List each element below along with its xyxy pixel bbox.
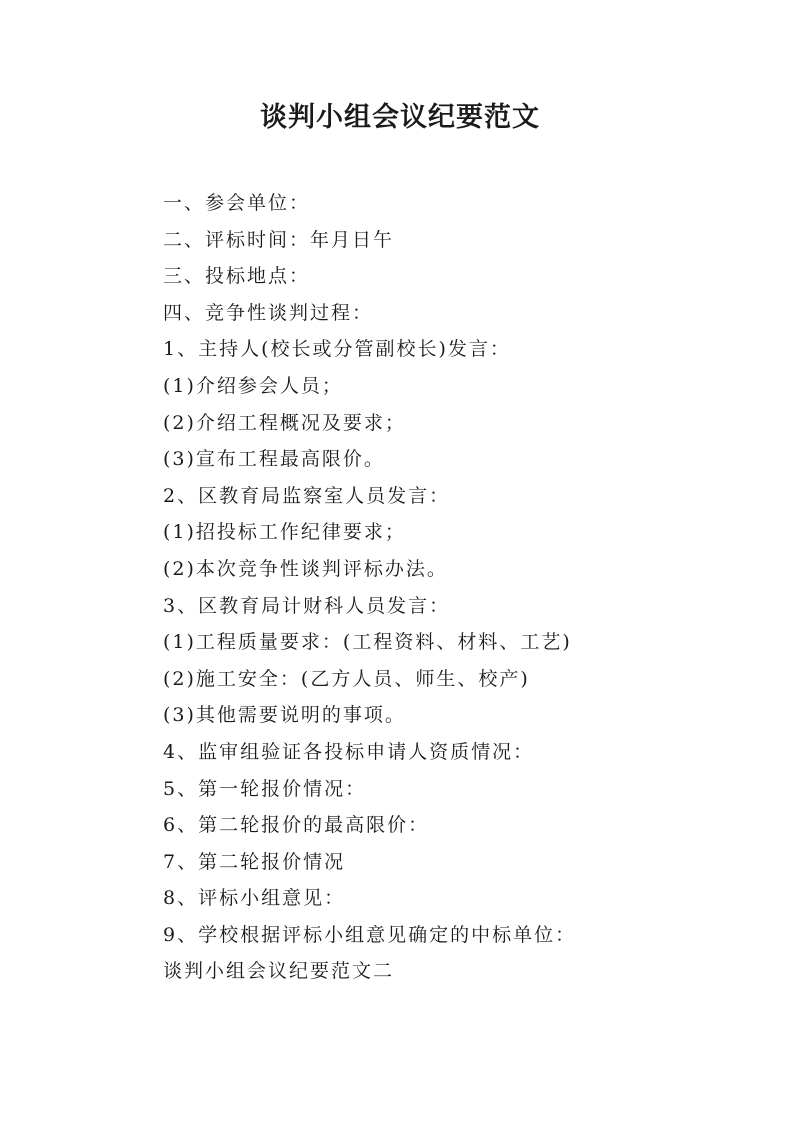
document-body [163,185,763,990]
body-line: 5、第一轮报价情况： [163,777,367,800]
body-line: (2)本次竞争性谈判评标办法。 [163,557,448,580]
body-line: 8、评标小组意见： [163,887,346,910]
body-line: 谈判小组会议纪要范文二 [163,960,395,983]
document-title: 谈判小组会议纪要范文 [260,102,540,133]
body-line: 7、第二轮报价情况 [163,850,346,873]
body-line: (3)宣布工程最高限价。 [163,448,385,471]
body-line: 4、监审组验证各投标申请人资质情况： [163,740,535,763]
body-line: 二、评标时间：年月日午 [163,228,395,251]
body-line: (1)招投标工作纪律要求； [163,521,406,544]
body-line: 9、学校根据评标小组意见确定的中标单位： [163,923,577,946]
body-line: (1)工程质量要求：(工程资料、材料、工艺) [163,631,572,654]
body-line: (2)介绍工程概况及要求； [163,411,406,434]
body-line: 三、投标地点： [163,265,311,288]
body-line: (2)施工安全：(乙方人员、师生、校产) [163,667,530,690]
body-line: 1、主持人(校长或分管副校长)发言： [163,338,511,361]
body-line: 6、第二轮报价的最高限价： [163,814,430,837]
body-line: 3、区教育局计财科人员发言： [163,594,451,617]
body-line: (1)介绍参会人员； [163,374,343,397]
body-line: (3)其他需要说明的事项。 [163,704,406,727]
body-line: 一、参会单位： [163,192,311,214]
body-line: 2、区教育局监察室人员发言： [163,484,451,507]
body-line: 四、竞争性谈判过程： [163,301,374,324]
